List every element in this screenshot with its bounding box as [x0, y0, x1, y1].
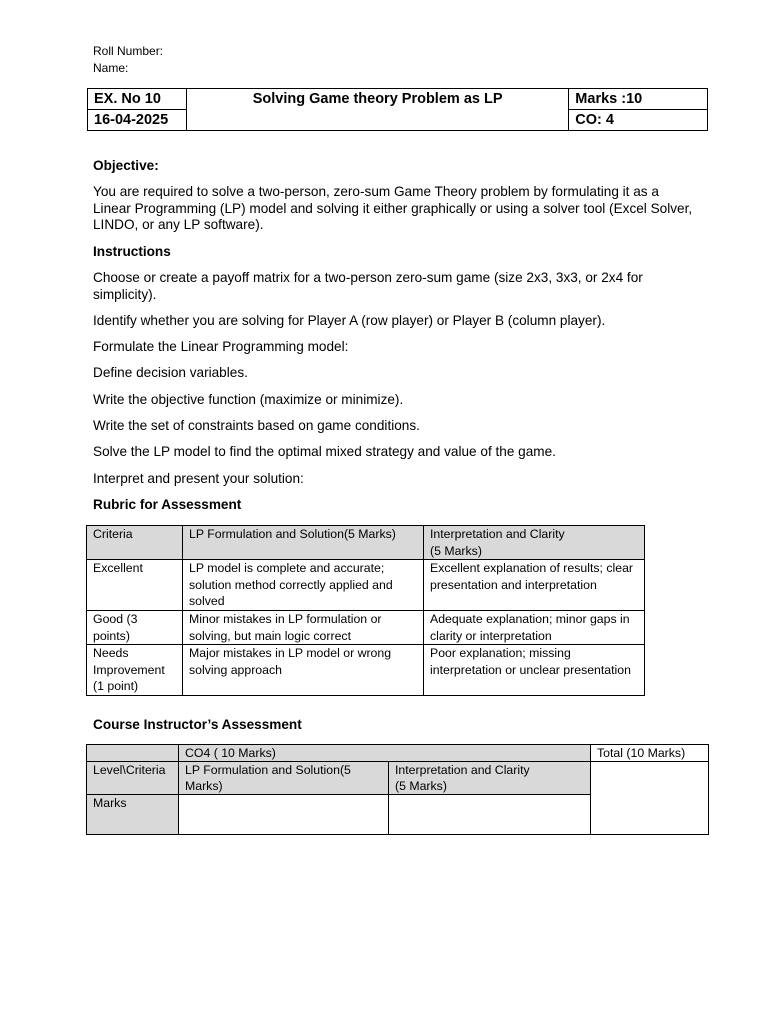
- exercise-header-table: [87, 88, 708, 131]
- instructor-assessment-table: [86, 744, 709, 835]
- rubric-level: Good (3 points): [87, 610, 183, 644]
- instruction-step: Identify whether you are solving for Player A (row player) or Player B (column player).: [93, 313, 606, 328]
- rubric-cell: Excellent explanation of results; clear presentation and interpretation: [424, 560, 645, 611]
- objective-text: You are required to solve a two-person, zero-sum Game Theory problem by formulating it as a Linear Programming (LP) model and solving it either graphically or using a solver tool (Excel Solver, LINDO, or any LP software).: [93, 184, 693, 232]
- co4-header: CO4 ( 10 Marks): [179, 745, 591, 762]
- lp-marks-cell: [179, 795, 389, 835]
- rubric-level: Needs Improvement (1 point): [87, 645, 183, 696]
- rubric-cell: Major mistakes in LP model or wrong solving approach: [183, 645, 424, 696]
- instruction-step: Formulate the Linear Programming model:: [93, 339, 349, 354]
- exercise-title: Solving Game theory Problem as LP: [186, 89, 568, 131]
- rubric-cell: Adequate explanation; minor gaps in clarity or interpretation: [424, 610, 645, 644]
- objective-heading: Objective:: [93, 158, 159, 173]
- roll-number-label: Roll Number:: [93, 44, 164, 58]
- rubric-table: [86, 525, 645, 696]
- instruction-step: Solve the LP model to find the optimal mixed strategy and value of the game.: [93, 444, 556, 459]
- marks-total: Marks :10: [569, 89, 708, 110]
- rubric-level: Excellent: [87, 560, 183, 611]
- total-header: Total (10 Marks): [591, 745, 709, 762]
- rubric-heading: Rubric for Assessment: [93, 497, 242, 512]
- interpretation-marks-cell: [389, 795, 591, 835]
- instruction-step: Interpret and present your solution:: [93, 471, 304, 486]
- rubric-header-cell: LP Formulation and Solution(5 Marks): [183, 526, 424, 560]
- lp-formulation-header: LP Formulation and Solution(5 Marks): [179, 762, 389, 795]
- rubric-cell: Poor explanation; missing interpretation or unclear presentation: [424, 645, 645, 696]
- interpretation-header: Interpretation and Clarity (5 Marks): [389, 762, 591, 795]
- course-outcome: CO: 4: [569, 110, 708, 131]
- table-row: [87, 610, 645, 644]
- course-assessment-heading: Course Instructor’s Assessment: [93, 717, 302, 732]
- marks-row-label: Marks: [87, 795, 179, 835]
- exercise-date: 16-04-2025: [88, 110, 187, 131]
- student-info: [93, 43, 163, 77]
- instruction-step: Choose or create a payoff matrix for a two-person zero-sum game (size 2x3, 3x3, or 2x4 for simplicity).: [93, 270, 643, 302]
- instruction-step: Write the set of constraints based on game conditions.: [93, 418, 420, 433]
- rubric-header-cell: Criteria: [87, 526, 183, 560]
- rubric-header-cell: Interpretation and Clarity (5 Marks): [424, 526, 645, 560]
- instruction-step: Define decision variables.: [93, 365, 248, 380]
- blank-cell: [87, 745, 179, 762]
- level-criteria-label: Level\Criteria: [87, 762, 179, 795]
- total-marks-cell: [591, 762, 709, 835]
- table-row: [87, 560, 645, 611]
- instruction-step: Write the objective function (maximize or minimize).: [93, 392, 404, 407]
- name-label: Name:: [93, 61, 129, 75]
- rubric-cell: Minor mistakes in LP formulation or solving, but main logic correct: [183, 610, 424, 644]
- rubric-cell: LP model is complete and accurate; solution method correctly applied and solved: [183, 560, 424, 611]
- table-row: [87, 645, 645, 696]
- instructions-heading: Instructions: [93, 244, 171, 259]
- exercise-number: EX. No 10: [88, 89, 187, 110]
